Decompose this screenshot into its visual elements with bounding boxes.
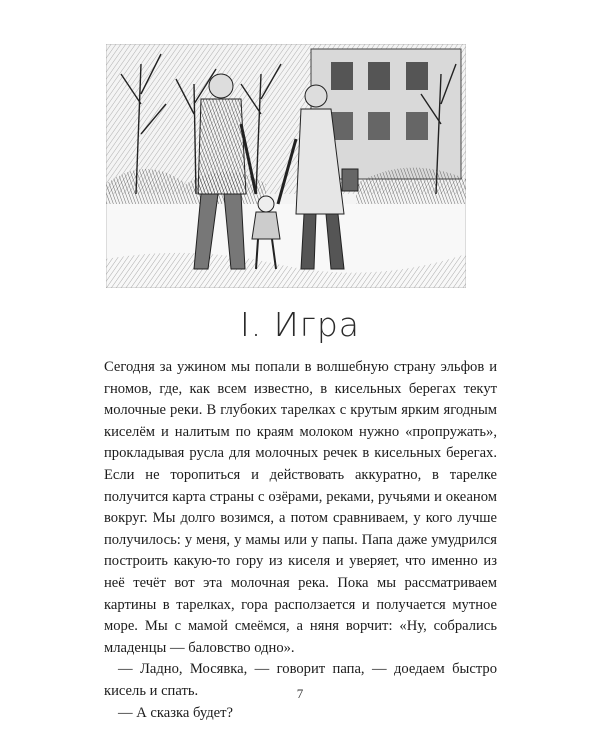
chapter-illustration xyxy=(106,44,466,288)
paragraph-1: Сегодня за ужином мы попали в волшебную страну эльфов и гномов, где, как всем известно, в кисельных берегах текут молочные реки. В глубоких тарелках с крутым ярким ягодным киселём и налитым по краям молоком нужно «пропружать», прокладывая русла для молочных речек в кисельных берегах. Если не торопиться и действовать аккуратно, в тарелке получится карта страны с озёрами, реками, ручьями и океаном вокруг. Мы долго возимся, а потом сравниваем, у кого лучше получилось: у меня, у мамы или у папы. Папа даже умудрился построить какую-то гору из киселя и уверяет, что именно из неё течёт вот эта молочная река. Пока мы рассматриваем картины в тарелках, гора расползается и получается мутное море. Мы с мамой смеёмся, а няня ворчит: «Ну, собрались младенцы — баловство одно». xyxy=(104,359,497,656)
body-text xyxy=(104,357,497,724)
paragraph-3: — А сказка будет? xyxy=(118,704,234,721)
pencil-sketch-family-walking-icon xyxy=(106,44,466,288)
paragraph-2: — Ладно, Мосявка, — говорит папа, — доедаем быстро кисель и спать. xyxy=(104,661,497,699)
chapter-title: I. Игра xyxy=(239,305,360,344)
page-number: 7 xyxy=(296,686,304,701)
